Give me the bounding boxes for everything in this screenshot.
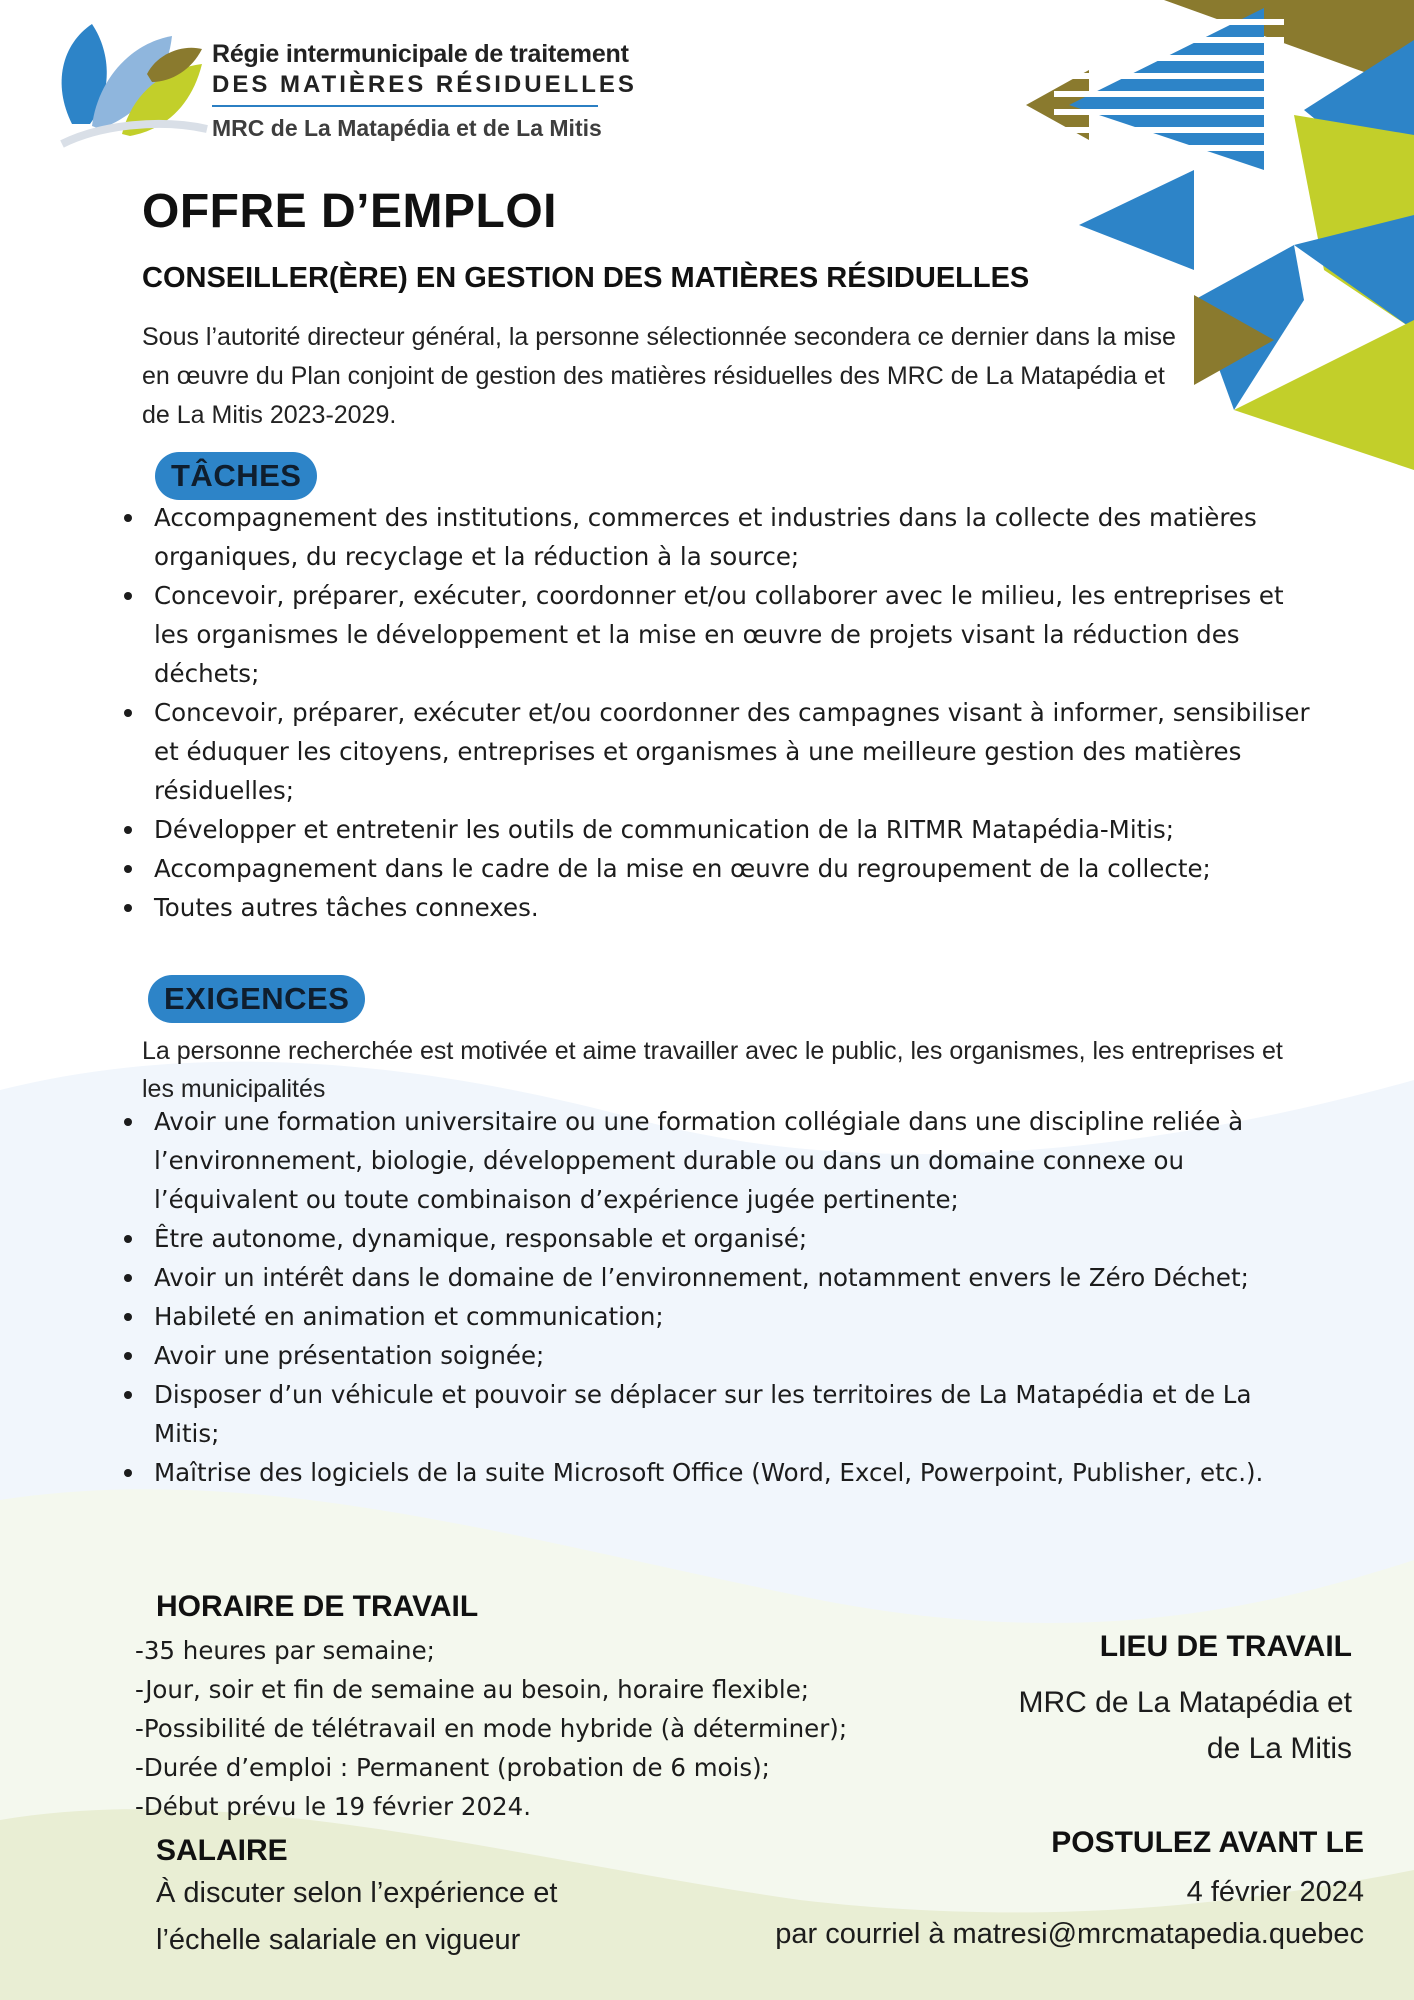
logo-divider (212, 105, 598, 107)
logo-title: Régie intermunicipale de traitement (212, 40, 629, 68)
list-item: Habileté en animation et communication; (122, 1297, 1302, 1336)
logo-subtitle: DES MATIÈRES RÉSIDUELLES (212, 71, 637, 98)
lieu-line: MRC de La Matapédia et (1018, 1686, 1352, 1719)
intro-paragraph: Sous l’autorité directeur général, la personne sélectionnée secondera ce dernier dans la mise en œuvre du Plan conjoint de gestion des matières résiduelles des MRC de La Matapédia et de La Mitis 2023-2029. (142, 323, 1176, 429)
lieu-line: de La Mitis (1206, 1732, 1352, 1765)
list-item: Accompagnement dans le cadre de la mise en œuvre du regroupement de la collecte; (122, 849, 1322, 888)
exigences-list (122, 1102, 1302, 1492)
lieu-text (912, 1680, 1352, 1772)
salaire-line: l’échelle salariale en vigueur (156, 1924, 521, 1956)
horaire-line: -Durée d’emploi : Permanent (probation de 6 mois); (135, 1753, 770, 1782)
salaire-text (156, 1870, 656, 1964)
list-item: Être autonome, dynamique, responsable et organisé; (122, 1219, 1302, 1258)
organization-logo (52, 14, 637, 164)
lieu-heading: LIEU DE TRAVAIL (1099, 1630, 1352, 1663)
list-item: Avoir un intérêt dans le domaine de l’environnement, notamment envers le Zéro Déchet; (122, 1258, 1302, 1297)
horaire-line: -Jour, soir et fin de semaine au besoin, horaire flexible; (135, 1675, 810, 1704)
taches-badge: TÂCHES (155, 452, 317, 500)
exigences-badge: EXIGENCES (148, 975, 365, 1023)
list-item: Toutes autres tâches connexes. (122, 888, 1322, 927)
horaire-line: -Début prévu le 19 février 2024. (135, 1792, 532, 1821)
list-item: Avoir une formation universitaire ou une formation collégiale dans une discipline reliée à l’environnement, biologie, développement durable ou dans un domaine connexe ou l’équivalent ou toute combinaison d’expérience jugée pertinente; (122, 1102, 1302, 1219)
logo-tagline: MRC de La Matapédia et de La Mitis (212, 115, 602, 141)
salaire-line: À discuter selon l’expérience et (156, 1877, 558, 1909)
list-item: Maîtrise des logiciels de la suite Microsoft Office (Word, Excel, Powerpoint, Publisher, etc.). (122, 1453, 1302, 1492)
salaire-heading: SALAIRE (156, 1834, 288, 1867)
horaire-lines (135, 1631, 847, 1826)
taches-list (122, 498, 1322, 927)
deadline-date: 4 février 2024 (1186, 1876, 1364, 1908)
page-title: OFFRE D’EMPLOI (142, 185, 557, 238)
list-item: Avoir une présentation soignée; (122, 1336, 1302, 1375)
horaire-line: -35 heures par semaine; (135, 1636, 435, 1665)
list-item: Disposer d’un véhicule et pouvoir se déplacer sur les territoires de La Matapédia et de La Mitis; (122, 1375, 1302, 1453)
list-item: Concevoir, préparer, exécuter, coordonner et/ou collaborer avec le milieu, les entreprises et les organismes le développement et la mise en œuvre de projets visant la réduction des déchets; (122, 576, 1322, 693)
horaire-heading: HORAIRE DE TRAVAIL (156, 1590, 479, 1623)
list-item: Concevoir, préparer, exécuter et/ou coordonner des campagnes visant à informer, sensibiliser et éduquer les citoyens, entreprises et organismes à une meilleure gestion des matières résiduelles; (122, 693, 1322, 810)
list-item: Accompagnement des institutions, commerces et industries dans la collecte des matières organiques, du recyclage et la réduction à la source; (122, 498, 1322, 576)
job-title: CONSEILLER(ÈRE) EN GESTION DES MATIÈRES RÉSIDUELLES (142, 262, 1030, 294)
horaire-line: -Possibilité de télétravail en mode hybride (à déterminer); (135, 1714, 848, 1743)
exigences-intro: La personne recherchée est motivée et aime travailler avec le public, les organismes, les entreprises et les municipalités (142, 1037, 1283, 1103)
list-item: Développer et entretenir les outils de communication de la RITMR Matapédia-Mitis; (122, 810, 1322, 849)
leaves-icon (52, 14, 212, 164)
application-email[interactable]: par courriel à matresi@mrcmatapedia.quebec (775, 1918, 1364, 1950)
postulez-heading: POSTULEZ AVANT LE (1051, 1826, 1364, 1859)
